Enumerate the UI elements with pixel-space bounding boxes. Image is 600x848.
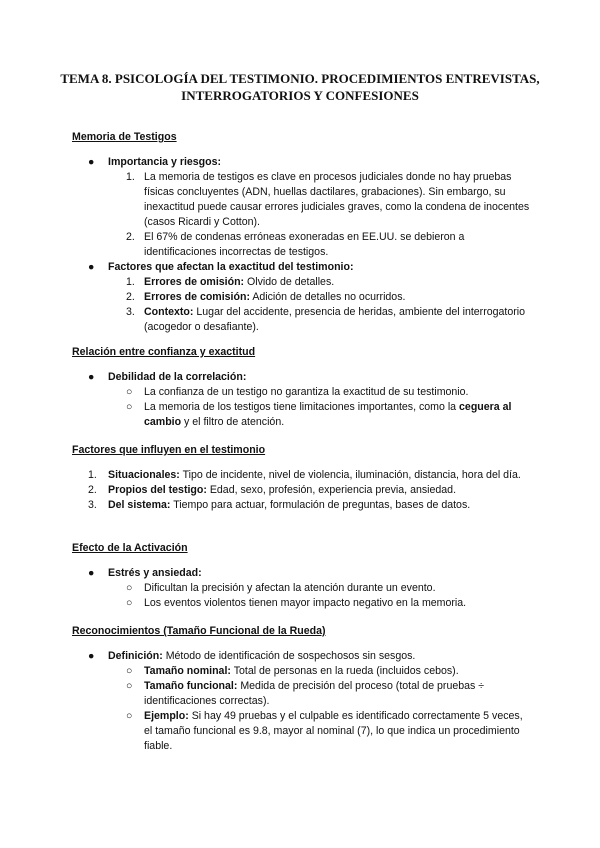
item-label: Debilidad de la correlación: bbox=[108, 371, 247, 383]
section-memoria bbox=[72, 155, 532, 335]
item-text: Olvido de detalles. bbox=[247, 276, 335, 288]
item-label: Tamaño nominal: bbox=[144, 665, 231, 677]
list-item bbox=[108, 170, 532, 230]
item-text: Adición de detalles no ocurridos. bbox=[252, 291, 406, 303]
list-item bbox=[72, 566, 532, 611]
circle-bullet-icon: ○ bbox=[126, 597, 133, 609]
item-label: Ejemplo: bbox=[144, 710, 189, 722]
item-label: Estrés y ansiedad: bbox=[108, 567, 202, 579]
item-number: 3. bbox=[126, 306, 135, 318]
list-item bbox=[108, 581, 532, 596]
item-number: 1. bbox=[88, 469, 97, 481]
item-text: La memoria de testigos es clave en procesos judiciales donde no hay pruebas físicas concluyentes (ADN, huellas dactilares, grabaciones). Sin embargo, su inexactitud puede causar errores judiciales graves, como la condena de inocentes (casos Ricardi y Cotton). bbox=[144, 171, 530, 228]
item-label: Tamaño funcional: bbox=[144, 680, 238, 692]
list-item bbox=[108, 596, 532, 611]
item-text: y el filtro de atención. bbox=[184, 416, 285, 428]
item-text: Total de personas en la rueda (incluidos cebos). bbox=[233, 665, 459, 677]
list-item bbox=[108, 230, 532, 260]
item-text: Lugar del accidente, presencia de heridas, ambiente del interrogatorio (acogedor o desafiante). bbox=[144, 306, 526, 333]
item-number: 2. bbox=[88, 484, 97, 496]
item-number: 2. bbox=[126, 231, 135, 243]
list-item bbox=[72, 498, 532, 513]
list-item bbox=[108, 385, 532, 400]
bullet-icon: ● bbox=[88, 261, 95, 273]
section-activacion bbox=[72, 566, 532, 611]
list-item bbox=[72, 649, 532, 754]
bullet-icon: ● bbox=[88, 156, 95, 168]
list-item bbox=[72, 155, 532, 260]
heading-reconocimientos: Reconocimientos (Tamaño Funcional de la Rueda) bbox=[72, 625, 326, 637]
item-number: 1. bbox=[126, 276, 135, 288]
item-text: Los eventos violentos tienen mayor impacto negativo en la memoria. bbox=[144, 597, 467, 609]
item-label: Errores de omisión: bbox=[144, 276, 245, 288]
circle-bullet-icon: ○ bbox=[126, 386, 133, 398]
list-item bbox=[108, 290, 532, 305]
heading-influyen: Factores que influyen en el testimonio bbox=[72, 444, 266, 456]
item-number: 3. bbox=[88, 499, 97, 511]
item-text: Edad, sexo, profesión, experiencia previa, ansiedad. bbox=[209, 484, 457, 496]
item-label: Del sistema: bbox=[108, 499, 171, 511]
list-item bbox=[72, 370, 532, 430]
bullet-icon: ● bbox=[88, 650, 95, 662]
item-number: 2. bbox=[126, 291, 135, 303]
item-text: Dificultan la precisión y afectan la atención durante un evento. bbox=[144, 582, 436, 594]
item-label: Situacionales: bbox=[108, 469, 180, 481]
section-reconocimientos bbox=[72, 649, 532, 754]
list-item bbox=[72, 483, 532, 498]
item-emphasis: ceguera al cambio bbox=[144, 401, 512, 428]
list-item bbox=[108, 664, 532, 679]
item-number: 1. bbox=[126, 171, 135, 183]
circle-bullet-icon: ○ bbox=[126, 401, 133, 413]
circle-bullet-icon: ○ bbox=[126, 710, 133, 722]
item-text: Tiempo para actuar, formulación de preguntas, bases de datos. bbox=[173, 499, 471, 511]
circle-bullet-icon: ○ bbox=[126, 582, 133, 594]
section-relacion bbox=[72, 370, 532, 430]
heading-activacion: Efecto de la Activación bbox=[72, 542, 188, 554]
list-item bbox=[108, 305, 532, 335]
item-label: Errores de comisión: bbox=[144, 291, 250, 303]
item-label: Contexto: bbox=[144, 306, 194, 318]
list-item bbox=[108, 400, 532, 430]
circle-bullet-icon: ○ bbox=[126, 680, 133, 692]
list-item bbox=[108, 275, 532, 290]
item-label: Factores que afectan la exactitud del testimonio: bbox=[108, 261, 354, 273]
section-influyen bbox=[72, 468, 532, 513]
item-text: Si hay 49 pruebas y el culpable es identificado correctamente 5 veces, el tamaño funcional es 9.8, mayor al nominal (7), lo que indica un procedimiento fiable. bbox=[144, 710, 523, 752]
bullet-icon: ● bbox=[88, 371, 95, 383]
bullet-icon: ● bbox=[88, 567, 95, 579]
item-text: El 67% de condenas erróneas exoneradas en EE.UU. se debieron a identificaciones incorrectas de testigos. bbox=[144, 231, 465, 258]
item-text: La confianza de un testigo no garantiza la exactitud de su testimonio. bbox=[144, 386, 469, 398]
list-item bbox=[72, 468, 532, 483]
item-label: Propios del testigo: bbox=[108, 484, 207, 496]
item-text: La memoria de los testigos tiene limitaciones importantes, como la bbox=[144, 401, 457, 413]
item-text: Método de identificación de sospechosos sin sesgos. bbox=[165, 650, 416, 662]
circle-bullet-icon: ○ bbox=[126, 665, 133, 677]
item-label: Importancia y riesgos: bbox=[108, 156, 222, 168]
list-item bbox=[108, 679, 532, 709]
list-item bbox=[108, 709, 532, 754]
page-title: TEMA 8. PSICOLOGÍA DEL TESTIMONIO. PROCEDIMIENTOS ENTREVISTAS, INTERROGATORIOS Y CONFESIONES bbox=[60, 71, 540, 103]
heading-memoria: Memoria de Testigos bbox=[72, 131, 177, 143]
item-text: Medida de precisión del proceso (total de pruebas ÷ identificaciones correctas). bbox=[144, 680, 485, 707]
heading-relacion: Relación entre confianza y exactitud bbox=[72, 346, 256, 358]
item-label: Definición: bbox=[108, 650, 163, 662]
item-text: Tipo de incidente, nivel de violencia, iluminación, distancia, hora del día. bbox=[182, 469, 521, 481]
list-item bbox=[72, 260, 532, 335]
